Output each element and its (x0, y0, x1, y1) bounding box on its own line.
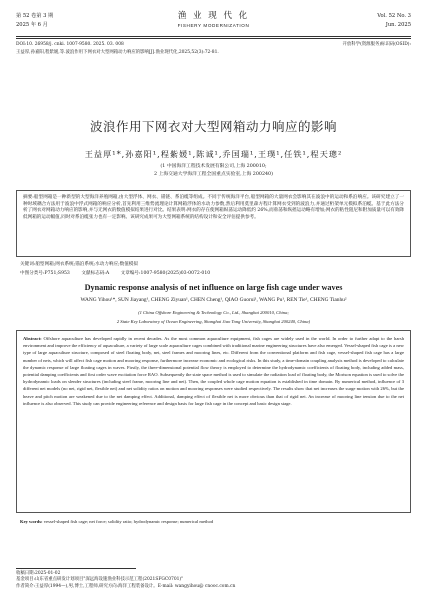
header-rule-thick (16, 36, 411, 37)
abstract-en-label: Abstract: (23, 336, 42, 341)
date-cn: 2025 年 6 月 (16, 22, 48, 28)
volume-cn: 第 52 卷第 3 期 (16, 13, 54, 19)
title-en: Dynamic response analysis of net influence on large fish cage under waves (84, 283, 343, 292)
header-rule-thin (16, 38, 411, 39)
header-center (16, 11, 411, 29)
authors-en: WANG Yihou¹*, SUN Jiayang¹, CHENG Ziyuan¹, CHEN Cheng¹, QIAO Guorui¹, WANG Pu¹, REN Tie¹, CHENG Tianhu² (80, 297, 347, 303)
classification-line (20, 270, 407, 277)
volume-en: Vol. 52 No. 3 (377, 13, 411, 19)
citation-line: 王益厚,孙嘉阳,程紫媛,等.波浪作用下网衣对大型网箱动力响应的影响[J].渔业现代化,2025,52(3):72-81. (16, 50, 219, 55)
keywords-en (20, 518, 407, 525)
affiliation-cn-2: 2 上海交通大学海洋工程全国重点实验室,上海 200240) (154, 172, 273, 177)
affiliation-en-1: (1 China Offshore Engineering & Technology Co., Ltd., Shanghai 200010, China; (138, 310, 289, 315)
journal-name-cn: 渔 业 现 代 化 (177, 11, 250, 21)
keywords-cn: 关键词:船型网箱;网衣系统;锚泊系统;水动力响应;数值模拟 (20, 262, 138, 267)
footnote (16, 571, 411, 590)
article-number: 文章编号:1007-9580(2025)03-0072-010 (120, 271, 211, 276)
funding: 基金项目:山东省重点研发计划项目"深远海设施渔业科技示范工程(2021SFGC0701)" (16, 577, 184, 583)
doi: DOI:10. 26958/j. cnki. 1007-9580. 2025. 03. 008 (16, 42, 124, 47)
title-cn: 波浪作用下网衣对大型网箱动力响应的影响 (89, 119, 337, 134)
doi-line (16, 41, 411, 48)
abstract-en (16, 330, 411, 513)
osid-label: 开放科学(资源服务)标识码(OSID): (342, 42, 411, 47)
header-right (377, 12, 411, 30)
clc-number: 中图分类号:P751;S953 (20, 271, 70, 276)
footnote-rule (16, 568, 136, 569)
authors-cn: 王益厚¹*,孙嘉阳¹,程紫媛¹,陈诚¹,乔国瑞¹,王璞¹,任铁¹,程天璁² (84, 149, 343, 159)
date-en: Jun. 2025 (385, 22, 411, 28)
keywords-en-text: vessel-shaped fish cage; net force; solidity ratio; hydrodynamic response; numerical method (43, 519, 214, 524)
received-date: 收稿日期:2025-01-02 (16, 571, 61, 576)
affiliation-cn-1: (1 中国海洋工程技术发展有限公司,上海 200010; (160, 164, 267, 169)
abstract-cn-text: 摘要:船型网箱是一种新型的大型海洋养殖网箱,由大型浮体、网衣、锚链、系泊缆等组成。不同于传统海洋平台,船型网箱的大量网衣会影响其在波浪中的运动和系泊响应。该研究建立了一种时域耦合方法用于波浪中浮式网箱的响应分析,首先利用三维势流理论计算网箱浮体的水动力参数,然后利用莫里森方程计算网衣受到的波浪力,并通过桁架单元模拟系泊缆。基于此方法分析了网衣对网箱动力响应的影响,并与无网衣的数值模拟结果进行对比。结果表明:网衣的存在使网箱纵荡运动降低约 26%,而垂荡和纵摇运动略有增加;网衣的粘性阻尼和附加质量可以有效降低网箱的运动幅值,同时对系泊缆张力也有一定影响。该研究成果可为大型网箱系统的结构设计和安全评估提供参考。 (23, 195, 404, 220)
running-header (16, 10, 411, 36)
abstract-en-text: Offshore aquaculture has developed rapidly in recent decades. As the most common aquaculture equipment, fish cages are widely used in the world. In order to further adapt to the harsh environment and improve the efficiency of aquaculture, a variety of large scale aquaculture cages combined with traditional marine engineering structures have also emerged. Vessel-shaped fish cage is a new type of large aquaculture structure, composed of steel floating body, net, steel frames and mooring lines, etc. Different from the conventional platform and fish cage, vessel-shaped fish cage has a large number of nets, which will affect fish cage motion and mooring response, furthermore increase economic and ecological risks. In this study, a time-domain coupling analysis method is developed to calculate the dynamic response of large floating cages in waves. Firstly, the three-dimensional potential flow theory is employed to determine the hydrodynamic coefficients of floating body, including added mass, potential damping coefficients and first order wave excitation force RAO. Subsequently the state space method is used to simulate the radiation load of floating body, the Morison equation is used to solve the hydrodynamic loads on slender structures (including steel frame, mooring line and net). Then, the coupled whole cage motion equation is established in time domain. By numerical method, influence of 3 different net models (no net, rigid net, flexible net) and net solidity ratios on motion and mooring responses were studied respectively. The results show that net increases the surge motion with 26%, but the heave and pitch motion are weakened due to the net damping effect. Additional, damping effect of flexible net is more obvious than that of rigid net. An increase of mooring line tension due to the net influence is also observed. This study can provide engineering reference and design basis for large fish cage in the concept and basic design stage. (23, 336, 404, 406)
affiliation-en-2: 2 State Key Laboratory of Ocean Engineering, Shanghai Jiao Tong University, Shanghai 200240, China) (116, 319, 311, 324)
journal-name-en: FISHERY MODERNIZATION (177, 23, 250, 28)
abstract-cn (16, 190, 411, 257)
document-code: 文献标志码:A (81, 271, 110, 276)
author-bio: 作者简介:王益厚(1994—),男,博士,工程师,研究方向:海洋工程装备设计。E-mail: wangyihou@ cnooc.com.cn (16, 583, 236, 589)
keywords-en-label: Key words: (20, 519, 43, 524)
